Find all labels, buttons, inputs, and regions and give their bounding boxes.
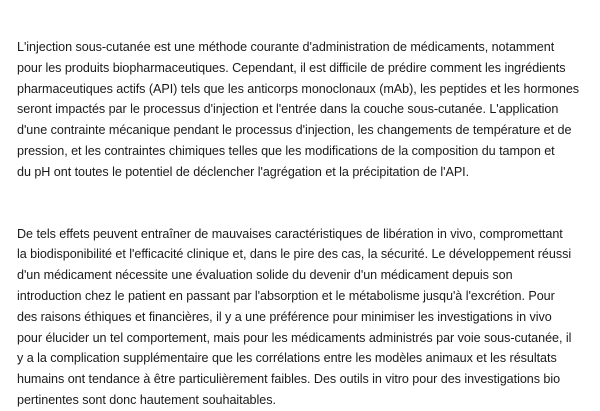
text-line: pharmaceutiques actifs (API) tels que les anticorps monoclonaux (mAb), les peptides et les hormones: [17, 81, 580, 96]
document-body: [17, 37, 593, 411]
paragraph-1: [17, 37, 593, 183]
text-line: des raisons éthiques et financières, il y a une préférence pour minimiser les investigations in vivo: [17, 309, 552, 324]
text-line: la biodisponibilité et l'efficacité clinique et, dans le pire des cas, la sécurité. Le développement réussi: [17, 247, 572, 262]
paragraph-2: [17, 224, 593, 411]
text-line: y a la complication supplémentaire que les corrélations entre les modèles animaux et les résultats: [17, 351, 557, 366]
text-line: introduction chez le patient en passant par l'absorption et le métabolisme jusqu'à l'excrétion. Pour: [17, 288, 555, 303]
text-line: pertinentes sont donc hautement souhaitables.: [17, 392, 276, 407]
text-line: pour élucider un tel comportement, mais pour les médicaments administrés par voie sous-cutanée, il: [17, 330, 572, 345]
text-line: du pH ont toutes le potentiel de déclencher l'agrégation et la précipitation de l'API.: [17, 164, 470, 179]
text-line: pression, et les contraintes chimiques telles que les modifications de la composition du tampon et: [17, 143, 555, 158]
text-line: d'une contrainte mécanique pendant le processus d'injection, les changements de température et de: [17, 123, 572, 138]
text-line: De tels effets peuvent entraîner de mauvaises caractéristiques de libération in vivo, compromettant: [17, 226, 563, 241]
text-line: humains ont tendance à être particulièrement faibles. Des outils in vitro pour des investigations bio: [17, 372, 561, 387]
text-line: L'injection sous-cutanée est une méthode courante d'administration de médicaments, notamment: [17, 40, 555, 54]
text-line: d'un médicament nécessite une évaluation solide du devenir d'un médicament depuis son: [17, 268, 513, 283]
text-line: pour les produits biopharmaceutiques. Cependant, il est difficile de prédire comment les ingrédients: [17, 60, 566, 75]
text-line: seront impactés par le processus d'injection et l'entrée dans la couche sous-cutanée. L'application: [17, 102, 559, 117]
